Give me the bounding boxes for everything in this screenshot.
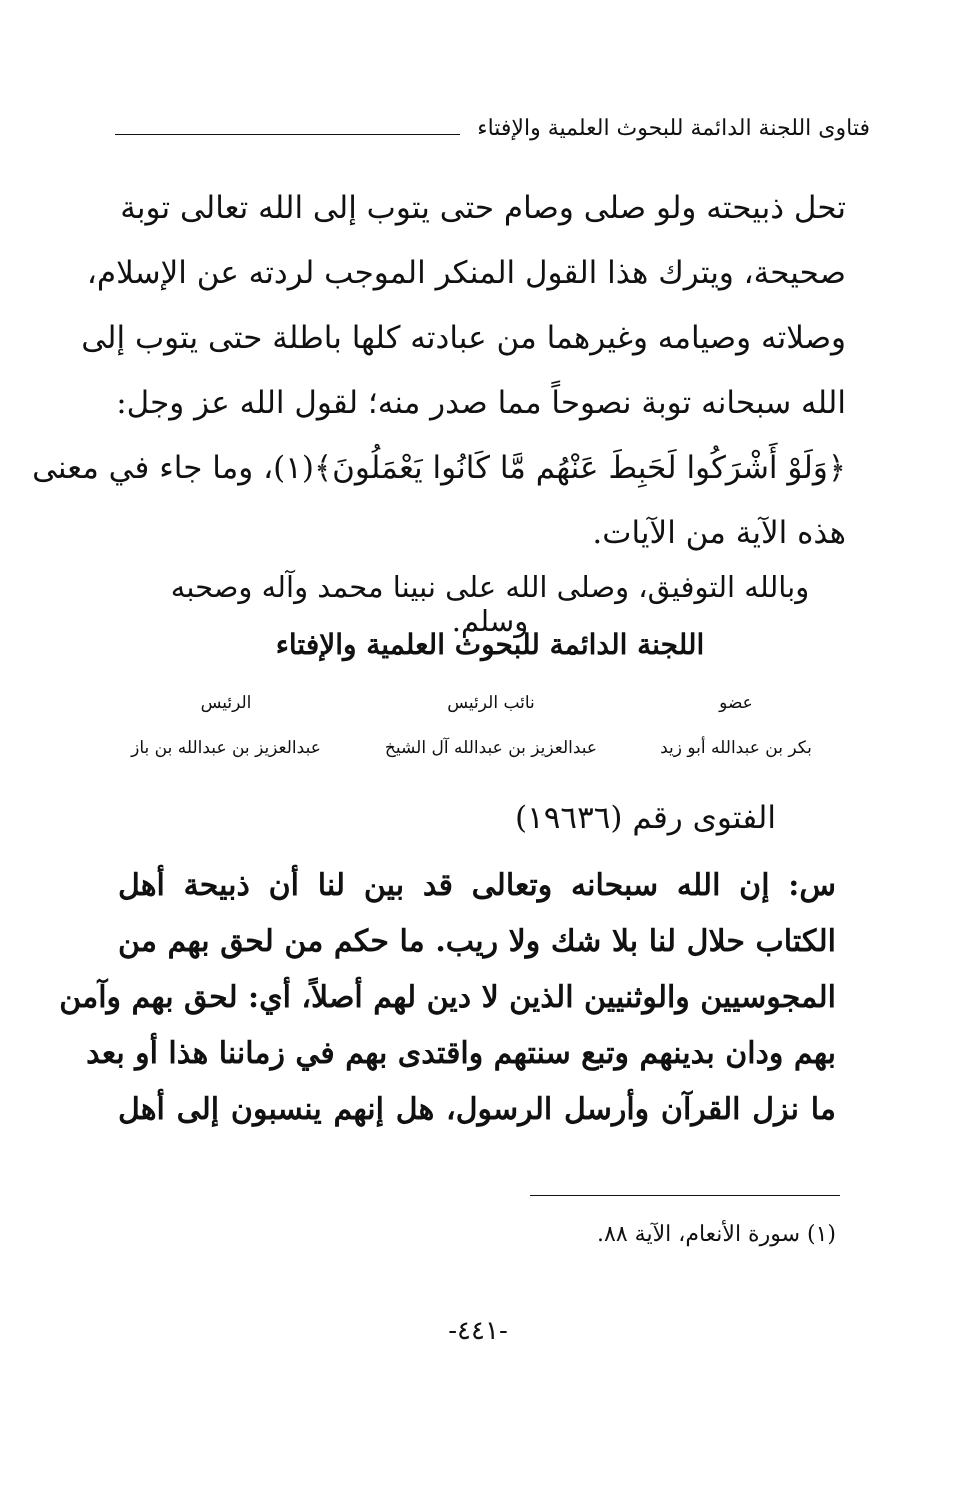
signatory-role: نائب الرئيس [447, 693, 535, 713]
paragraph-line: تحل ذبيحته ولو صلى وصام حتى يتوب إلى الله تعالى توبة [120, 190, 846, 226]
fatwa-number: الفتوى رقم (١٩٦٣٦) [515, 800, 776, 836]
committee-name: اللجنة الدائمة للبحوث العلمية والإفتاء [275, 628, 705, 661]
signatory-role: عضو [719, 693, 753, 713]
signatory-name: بكر بن عبدالله أبو زيد [660, 738, 812, 758]
paragraph-line: هذه الآية من الآيات. [592, 515, 846, 551]
question-paragraph [59, 858, 836, 1138]
header-title: فتاوى اللجنة الدائمة للبحوث العلمية والإفتاء [477, 116, 870, 141]
answer-paragraph [32, 176, 846, 566]
paragraph-line-quran-verse: ﴿وَلَوْ أَشْرَكُوا لَحَبِطَ عَنْهُم مَّا كَانُوا يَعْمَلُونَ﴾(١)، وما جاء في معنى [32, 450, 846, 486]
paragraph-line: الله سبحانه توبة نصوحاً مما صدر منه؛ لقول الله عز وجل: [116, 385, 846, 421]
header-rule [115, 134, 460, 135]
page-number: -٤٤١- [448, 1316, 508, 1346]
question-line: الكتاب حلال لنا بلا شك ولا ريب. ما حكم من لحق بهم من [118, 924, 836, 959]
paragraph-line: وصلاته وصيامه وغيرهما من عبادته كلها باطلة حتى يتوب إلى [81, 320, 846, 356]
paragraph-line: صحيحة، ويترك هذا القول المنكر الموجب لردته عن الإسلام، [86, 255, 846, 291]
footnote: (١) سورة الأنعام، الآية ٨٨. [597, 1222, 836, 1247]
signatory-role: الرئيس [200, 693, 252, 713]
question-line: المجوسيين والوثنيين الذين لا دين لهم أصلاً، أي: لحق بهم وآمن [59, 980, 836, 1015]
footnote-rule [530, 1195, 840, 1196]
signatory-name: عبدالعزيز بن عبدالله بن باز [131, 738, 321, 758]
running-header [115, 110, 870, 150]
question-line: س: إن الله سبحانه وتعالى قد بين لنا أن ذبيحة أهل [118, 868, 836, 903]
closing-line: وبالله التوفيق، وصلى الله على نبينا محمد وآله وصحبه وسلم. [170, 570, 810, 638]
question-line: ما نزل القرآن وأرسل الرسول، هل إنهم ينسبون إلى أهل [118, 1092, 836, 1127]
signatory-name: عبدالعزيز بن عبدالله آل الشيخ [384, 738, 598, 758]
question-line: بهم ودان بدينهم وتبع سنتهم واقتدى بهم في زماننا هذا أو بعد [86, 1036, 836, 1071]
